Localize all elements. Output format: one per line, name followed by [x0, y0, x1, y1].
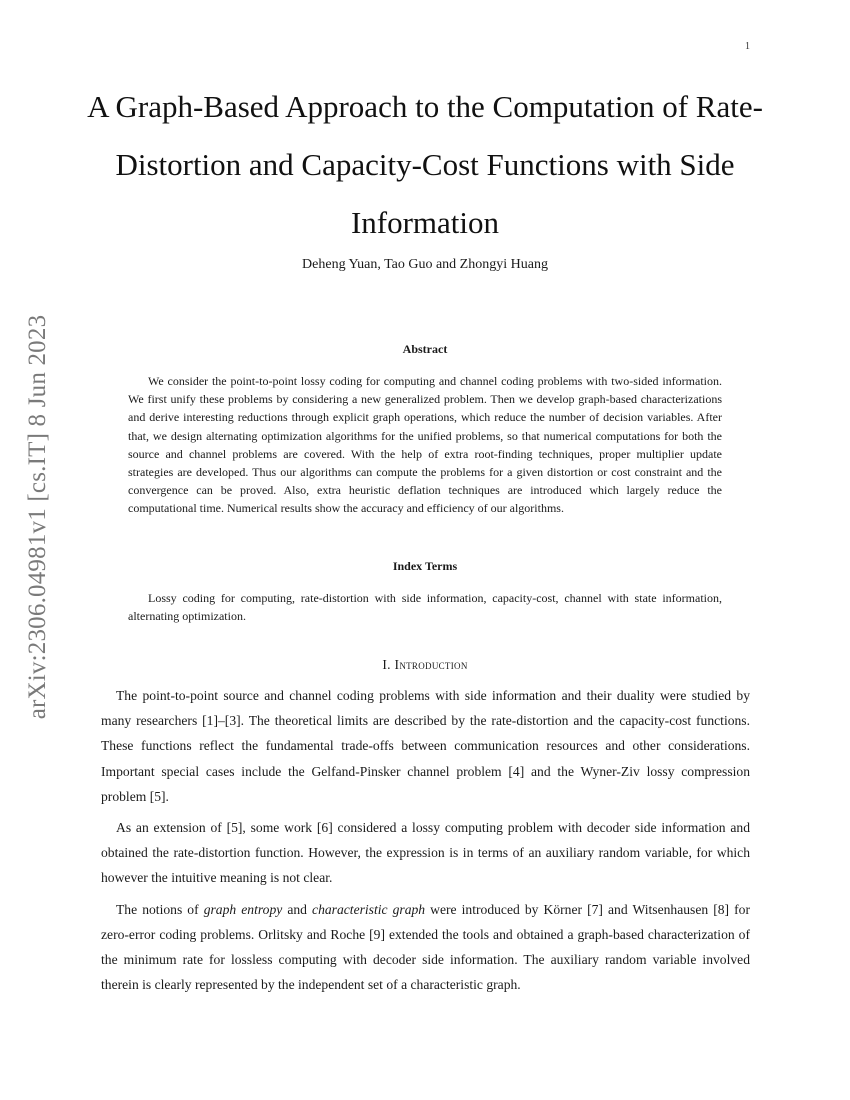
abstract-heading: Abstract [402, 342, 448, 356]
term-characteristic-graph: characteristic graph [312, 901, 426, 917]
arxiv-identifier-stamp: arXiv:2306.04981v1 [cs.IT] 8 Jun 2023 [24, 314, 51, 720]
intro-paragraph-2: As an extension of [5], some work [6] considered a lossy computing problem with decoder side information and obtained the rate-distortion function. However, the expression is in terms of an auxiliary random variable, for which however the intuitive meaning is not clear. [101, 820, 750, 886]
author-list: Deheng Yuan, Tao Guo and Zhongyi Huang [302, 257, 548, 272]
paragraph-3-conjunction: and [282, 901, 313, 917]
section-heading-introduction [100, 657, 750, 673]
section-numeral: I. [382, 657, 391, 672]
page-number: 1 [745, 41, 750, 52]
term-graph-entropy: graph entropy [203, 901, 283, 917]
paragraph-3-lead: The notions of [116, 901, 204, 917]
paragraph-3-rest: were introduced by Körner [7] and Witsenhausen [8] for zero-error coding problems. Orlitsky and Roche [9] extended the tools and obtained a graph-based characterization of the minimum rate for lossless computing with decoder side information. The auxiliary random variable involved therein is clearly represented by the independent set of a characteristic graph. [101, 901, 750, 993]
intro-paragraph-3 [101, 897, 750, 998]
abstract-body: We consider the point-to-point lossy coding for computing and channel coding problems with two-sided information. We first unify these problems by considering a new generalized problem. Then we develop graph-based characterizations and derive interesting reductions through explicit graph operations, which reduce the number of decision variables. After that, we design alternating optimization algorithms for the unified problems, so that numerical computations for both the source and channel problems are covered. With the help of extra root-finding techniques, proper multiplier update strategies are developed. Thus our algorithms can compute the problems for a given distortion or cost constraint and the convergence can be proved. Also, extra heuristic deflation techniques are introduced which largely reduce the computational time. Numerical results show the accuracy and efficiency of our algorithms. [128, 374, 722, 516]
introduction-body [101, 683, 750, 1003]
section-title: Introduction [394, 657, 468, 672]
paper-title: A Graph-Based Approach to the Computation of Rate-Distortion and Capacity-Cost Functions with Side Information [87, 89, 763, 240]
index-terms-body: Lossy coding for computing, rate-distortion with side information, capacity-cost, channel with state information, alternating optimization. [128, 591, 722, 624]
intro-paragraph-1: The point-to-point source and channel coding problems with side information and their duality were studied by many researchers [1]–[3]. The theoretical limits are described by the rate-distortion and the capacity-cost functions. These functions reflect the fundamental trade-offs between communication resources and other considerations. Important special cases include the Gelfand-Pinsker channel problem [4] and the Wyner-Ziv lossy compression problem [5]. [101, 688, 750, 804]
index-terms-heading: Index Terms [392, 559, 458, 573]
